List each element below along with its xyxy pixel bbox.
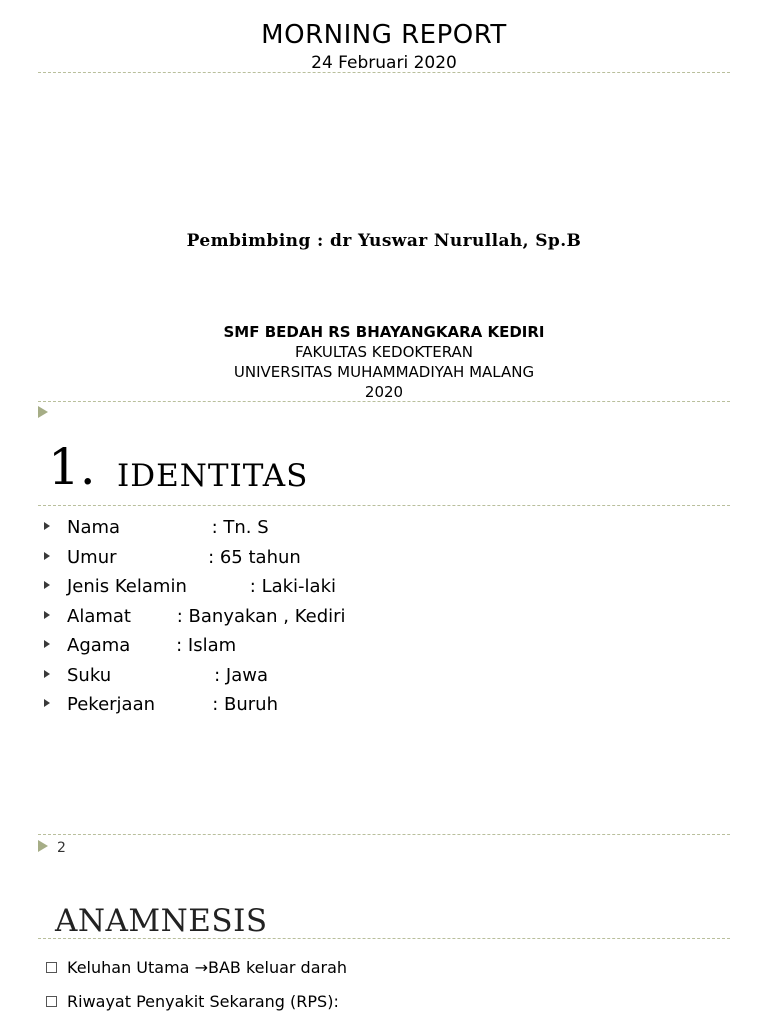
bullet-arrow-icon: [44, 699, 50, 707]
bullet-arrow-icon: [44, 670, 50, 678]
checkbox-square-icon: [46, 996, 57, 1007]
checkbox-square-icon: [46, 962, 57, 973]
divider: [38, 938, 730, 939]
section-heading: ANAMNESIS: [55, 903, 268, 939]
divider: [38, 401, 730, 402]
bullet-arrow-icon: [44, 552, 50, 560]
divider: [38, 72, 730, 73]
divider: [38, 505, 730, 506]
supervisor-line: Pembimbing : dr Yuswar Nurullah, Sp.B: [186, 231, 582, 251]
department-line: SMF BEDAH RS BHAYANGKARA KEDIRI: [223, 323, 545, 341]
page-number: 2: [57, 840, 66, 856]
report-title: MORNING REPORT: [261, 20, 507, 50]
bullet-arrow-icon: [44, 522, 50, 530]
bullet-arrow-icon: [44, 611, 50, 619]
faculty-line: FAKULTAS KEDOKTERAN: [294, 343, 474, 361]
bullet-arrow-icon: [44, 581, 50, 589]
university-line: UNIVERSITAS MUHAMMADIYAH MALANG: [233, 363, 535, 381]
slide-arrow-icon: [38, 840, 48, 852]
report-date: 24 Februari 2020: [311, 53, 457, 73]
year-line: 2020: [364, 383, 404, 401]
slide-arrow-icon: [38, 406, 48, 418]
divider: [38, 834, 730, 835]
section-number: 1.: [48, 438, 96, 496]
bullet-arrow-icon: [44, 640, 50, 648]
section-heading: IDENTITAS: [117, 458, 309, 494]
